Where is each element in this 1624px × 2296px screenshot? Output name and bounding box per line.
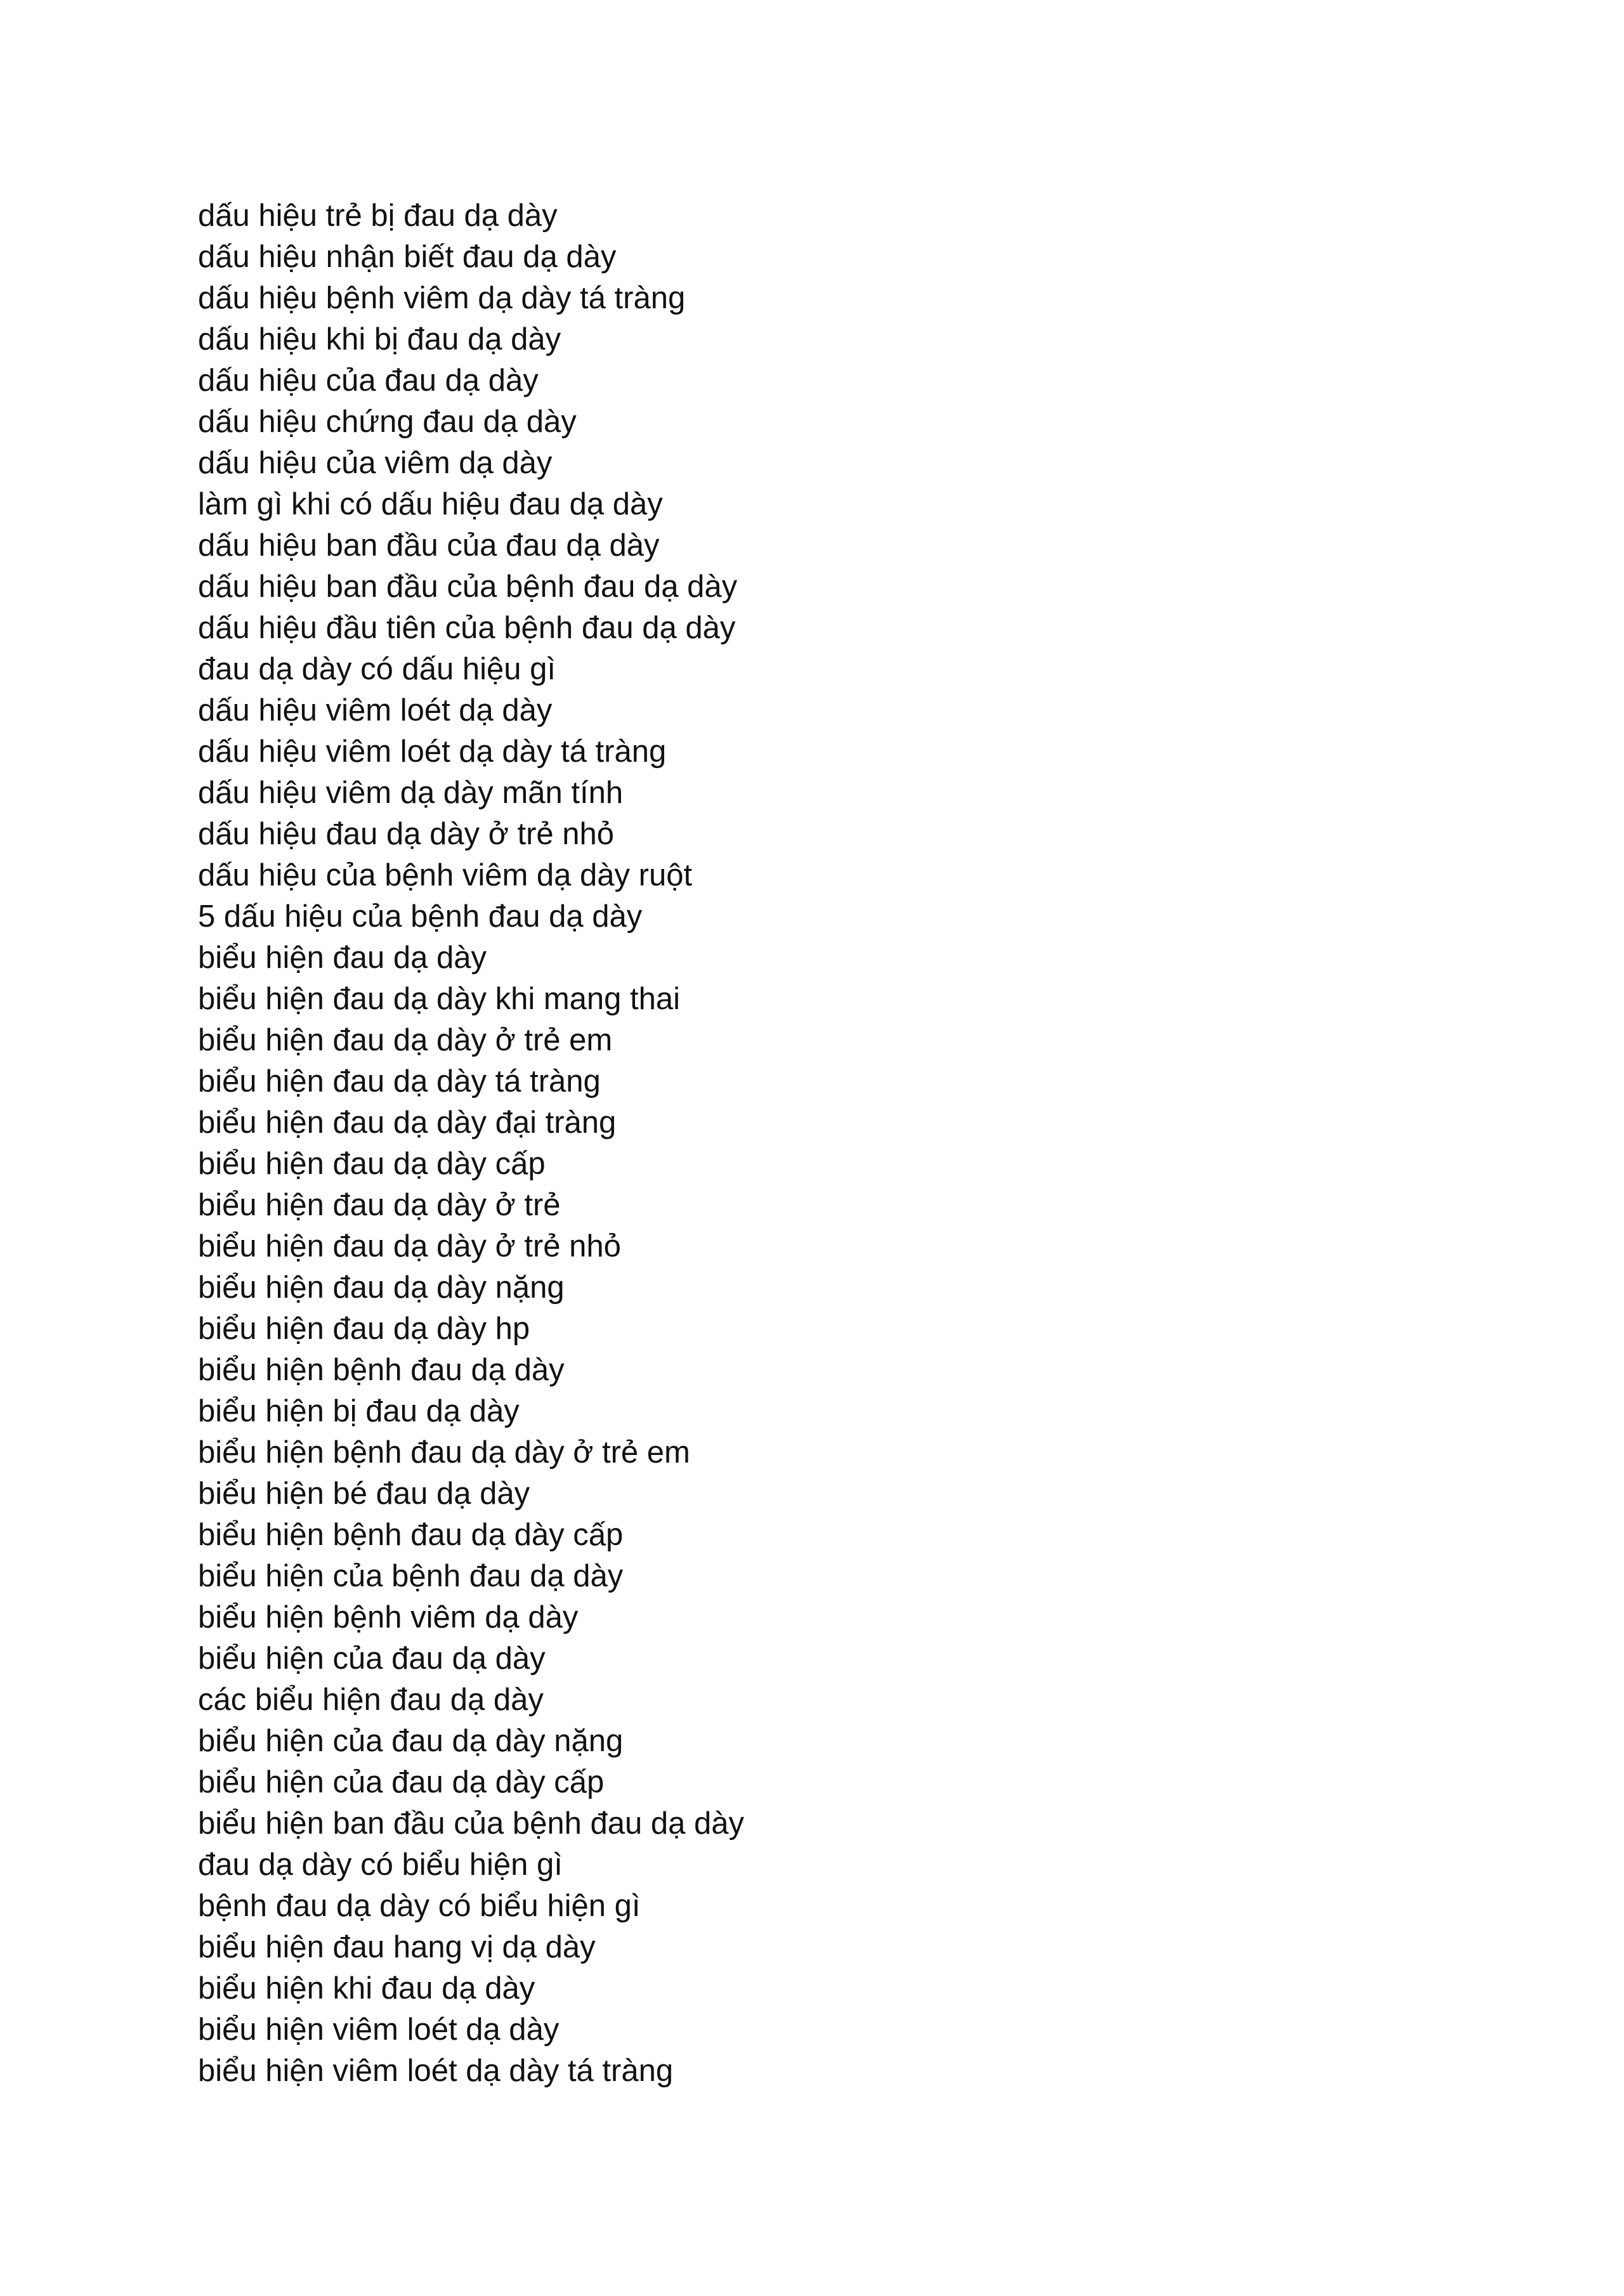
text-line: biểu hiện đau dạ dày cấp: [198, 1147, 546, 1181]
text-lines: [198, 195, 744, 2092]
text-line: dấu hiệu của viêm dạ dày: [198, 446, 553, 480]
text-line: biểu hiện bệnh viêm dạ dày: [198, 1600, 579, 1634]
text-line: biểu hiện đau dạ dày đại tràng: [198, 1106, 617, 1140]
text-line: biểu hiện khi đau dạ dày: [198, 1971, 535, 2006]
text-line: đau dạ dày có biểu hiện gì: [198, 1848, 563, 1882]
text-line: biểu hiện đau dạ dày tá tràng: [198, 1064, 601, 1099]
text-line: dấu hiệu bệnh viêm dạ dày tá tràng: [198, 281, 686, 315]
text-line: dấu hiệu viêm loét dạ dày tá tràng: [198, 734, 667, 769]
text-line: biểu hiện đau dạ dày hp: [198, 1312, 530, 1346]
text-line: dấu hiệu ban đầu của bệnh đau dạ dày: [198, 570, 738, 604]
text-line: dấu hiệu trẻ bị đau dạ dày: [198, 199, 558, 233]
text-line: dấu hiệu ban đầu của đau dạ dày: [198, 528, 660, 563]
text-line: biểu hiện đau hang vị dạ dày: [198, 1930, 596, 1964]
text-line: dấu hiệu đầu tiên của bệnh đau dạ dày: [198, 611, 736, 645]
text-line: dấu hiệu khi bị đau dạ dày: [198, 322, 561, 356]
text-line: biểu hiện của bệnh đau dạ dày: [198, 1559, 624, 1593]
text-line: các biểu hiện đau dạ dày: [198, 1683, 544, 1717]
text-line: biểu hiện bé đau dạ dày: [198, 1477, 530, 1511]
text-line: 5 dấu hiệu của bệnh đau dạ dày: [198, 899, 643, 934]
text-line: biểu hiện đau dạ dày ở trẻ: [198, 1188, 561, 1222]
text-line: biểu hiện đau dạ dày khi mang thai: [198, 982, 681, 1016]
text-line: biểu hiện bị đau dạ dày: [198, 1394, 520, 1428]
text-line: dấu hiệu viêm loét dạ dày: [198, 693, 553, 727]
text-line: đau dạ dày có dấu hiệu gì: [198, 652, 556, 686]
text-line: biểu hiện đau dạ dày nặng: [198, 1270, 565, 1305]
text-line: biểu hiện bệnh đau dạ dày cấp: [198, 1518, 624, 1552]
text-line: làm gì khi có dấu hiệu đau dạ dày: [198, 487, 663, 521]
text-line: dấu hiệu viêm dạ dày mãn tính: [198, 776, 624, 810]
text-line: biểu hiện đau dạ dày ở trẻ nhỏ: [198, 1229, 621, 1263]
text-line: biểu hiện bệnh đau dạ dày: [198, 1353, 565, 1387]
text-line: biểu hiện bệnh đau dạ dày ở trẻ em: [198, 1435, 690, 1470]
text-line: bệnh đau dạ dày có biểu hiện gì: [198, 1889, 641, 1923]
text-line: biểu hiện ban đầu của bệnh đau dạ dày: [198, 1806, 744, 1841]
text-line: biểu hiện của đau dạ dày cấp: [198, 1765, 605, 1799]
text-line: biểu hiện của đau dạ dày nặng: [198, 1724, 624, 1758]
text-line: dấu hiệu của đau dạ dày: [198, 363, 539, 398]
text-line: biểu hiện viêm loét dạ dày: [198, 2012, 560, 2047]
text-line: biểu hiện đau dạ dày ở trẻ em: [198, 1023, 613, 1057]
text-line: biểu hiện đau dạ dày: [198, 941, 487, 975]
text-line: biểu hiện của đau dạ dày: [198, 1641, 546, 1676]
text-line: dấu hiệu đau dạ dày ở trẻ nhỏ: [198, 817, 615, 851]
text-line: dấu hiệu nhận biết đau dạ dày: [198, 240, 617, 274]
text-line: dấu hiệu của bệnh viêm dạ dày ruột: [198, 858, 693, 892]
text-line: biểu hiện viêm loét dạ dày tá tràng: [198, 2054, 674, 2088]
text-line: dấu hiệu chứng đau dạ dày: [198, 405, 577, 439]
